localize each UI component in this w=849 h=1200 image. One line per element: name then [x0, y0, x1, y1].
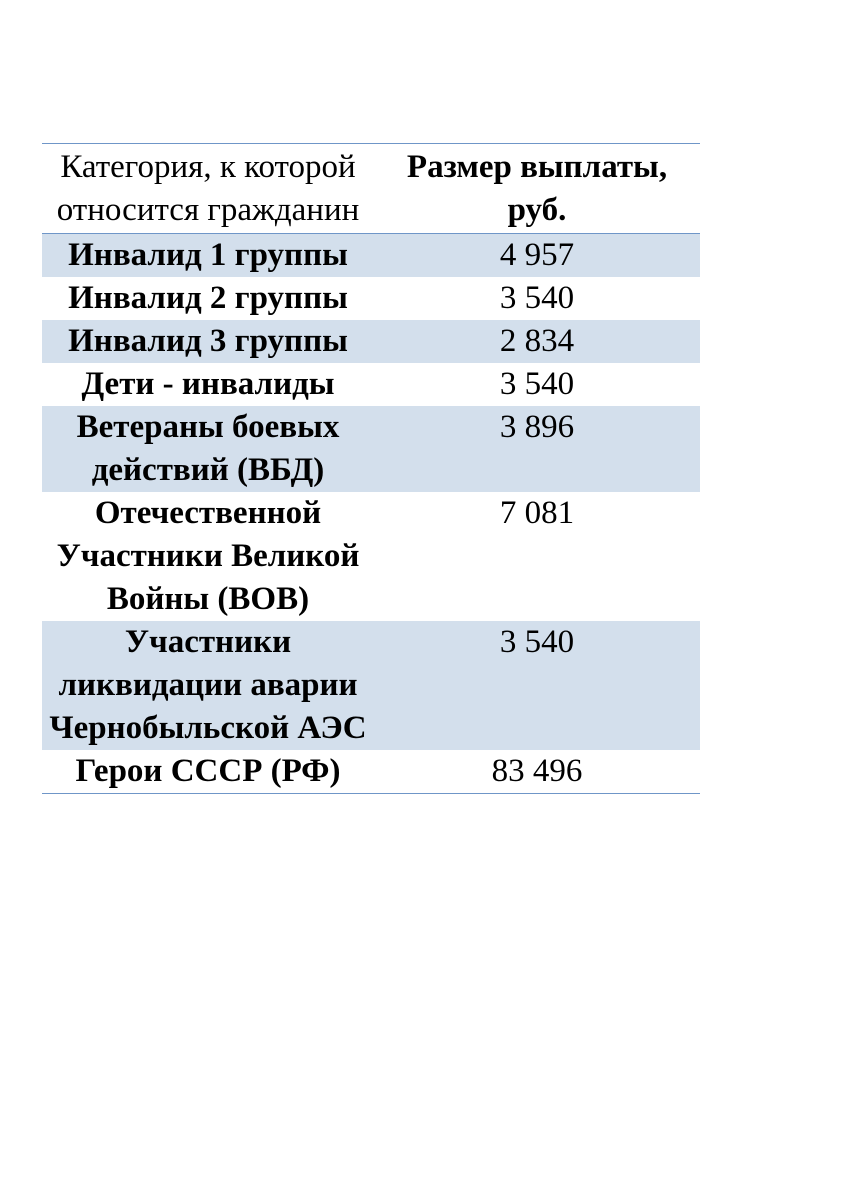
table-row	[42, 621, 700, 750]
row-category: Инвалид 2 группы	[68, 280, 348, 316]
table-row	[42, 492, 700, 621]
row-amount: 4 957	[374, 234, 700, 278]
table-row	[42, 320, 700, 363]
row-amount: 7 081	[499, 495, 575, 531]
row-amount: 3 540	[499, 280, 575, 316]
table-row	[42, 406, 700, 492]
table-row	[42, 277, 700, 320]
payments-table	[42, 143, 700, 794]
table-header-row	[42, 144, 700, 234]
row-category: Участники ликвидации аварии Чернобыльской АЭС	[42, 621, 374, 750]
row-category: Отечественной Участники Великой Войны (ВОВ)	[56, 495, 360, 617]
row-category: Инвалид 3 группы	[42, 320, 374, 363]
table-row	[42, 234, 700, 278]
table-row	[42, 363, 700, 406]
row-category: Ветераны боевых действий (ВБД)	[42, 406, 374, 492]
row-amount: 3 540	[499, 366, 575, 402]
table-row	[42, 750, 700, 794]
row-category: Инвалид 1 группы	[42, 234, 374, 278]
row-category: Герои СССР (РФ)	[75, 753, 341, 789]
row-amount: 3 896	[374, 406, 700, 492]
row-amount: 3 540	[374, 621, 700, 750]
header-category: Категория, к которой относится гражданин	[42, 144, 374, 234]
header-amount: Размер выплаты, руб.	[374, 144, 700, 234]
row-category: Дети - инвалиды	[81, 366, 335, 402]
row-amount: 83 496	[491, 753, 583, 789]
row-amount: 2 834	[374, 320, 700, 363]
